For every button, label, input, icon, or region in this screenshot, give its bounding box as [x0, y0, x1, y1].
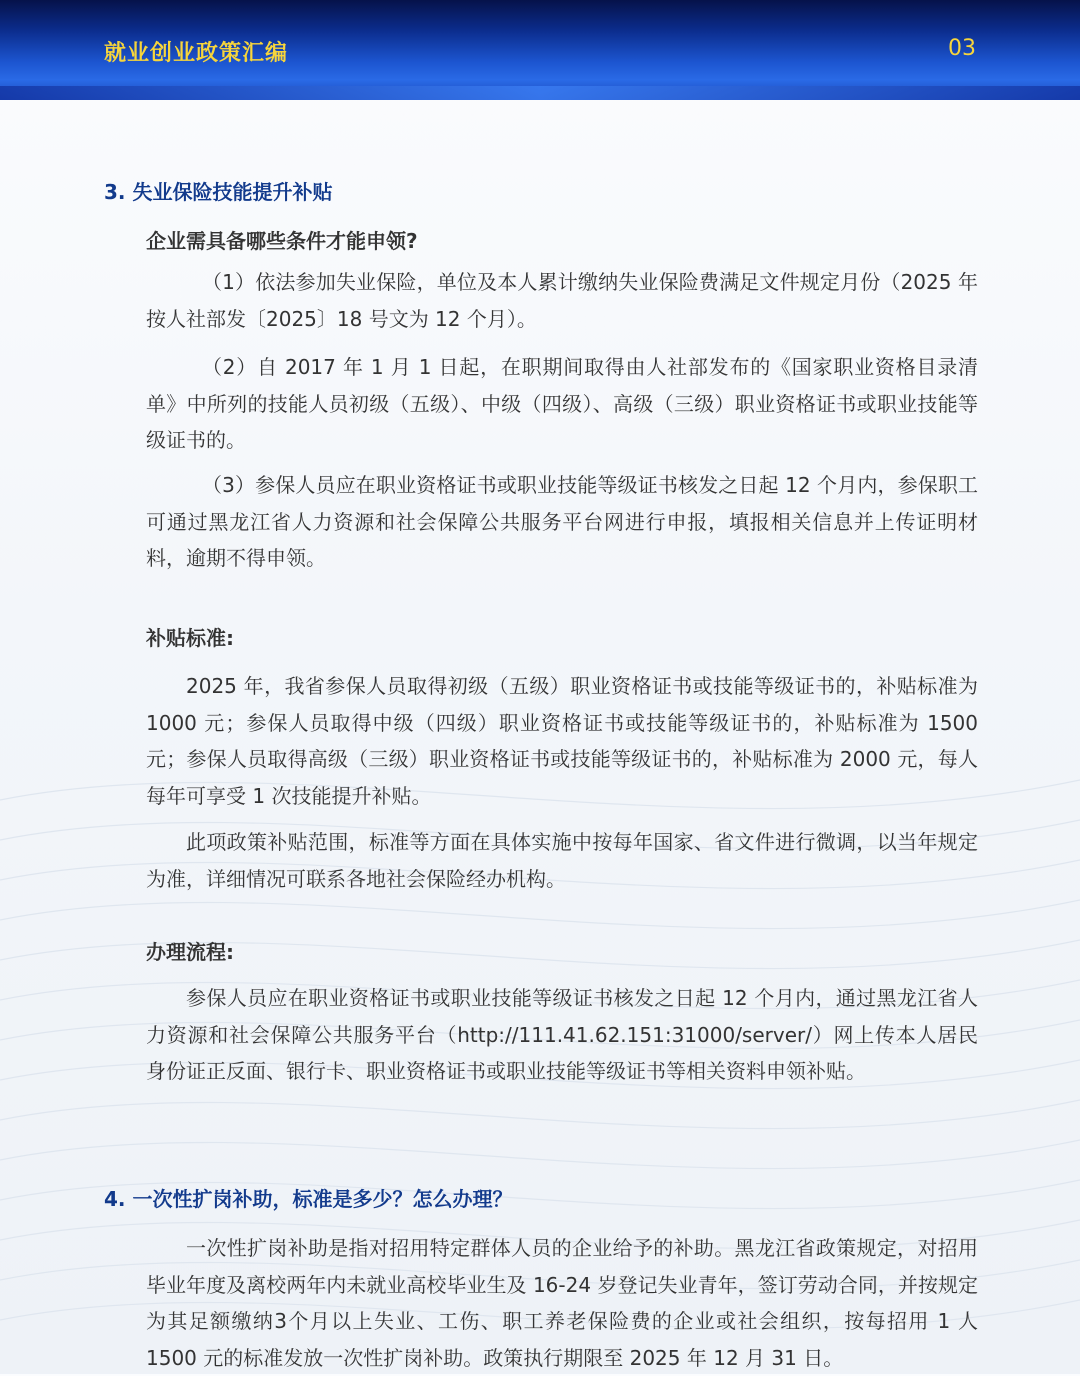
- standard-paragraph-1: 2025 年，我省参保人员取得初级（五级）职业资格证书或技能等级证书的，补贴标准为 1000 元；参保人员取得中级（四级）职业资格证书或技能等级证书的，补贴标准为 1500 元；参保人员取得高级（三级）职业资格证书或技能等级证书的，补贴标准为 2000 元，每人每年可享受 1 次技能提升补贴。: [146, 674, 978, 808]
- conditions-heading: 企业需具备哪些条件才能申领?: [146, 229, 418, 253]
- header-stripe: [0, 86, 1080, 100]
- condition-item-2: （2）自 2017 年 1 月 1 日起，在职期间取得由人社部发布的《国家职业资格目录清单》中所列的技能人员初级（五级）、中级（四级）、高级（三级）职业资格证书或职业技能等级证书的。: [146, 355, 978, 452]
- condition-item-1: （1）依法参加失业保险，单位及本人累计缴纳失业保险费满足文件规定月份（2025 年按人社部发〔2025〕18 号文为 12 个月）。: [146, 270, 978, 331]
- document-title: 就业创业政策汇编: [104, 41, 289, 66]
- page-number: 03: [948, 36, 976, 61]
- process-paragraph: 参保人员应在职业资格证书或职业技能等级证书核发之日起 12 个月内，通过黑龙江省人力资源和社会保障公共服务平台（http://111.41.62.151:31000/server/）网上传本人居民身份证正反面、银行卡、职业资格证书或职业技能等级证书等相关资料申领补贴。: [146, 986, 978, 1083]
- condition-item-3: （3）参保人员应在职业资格证书或职业技能等级证书核发之日起 12 个月内，参保职工可通过黑龙江省人力资源和社会保障公共服务平台网进行申报，填报相关信息并上传证明材料，逾期不得申领。: [146, 473, 978, 570]
- section-3-heading: 3. 失业保险技能提升补贴: [104, 180, 333, 204]
- standard-paragraph-2: 此项政策补贴范围，标准等方面在具体实施中按每年国家、省文件进行微调，以当年规定为准，详细情况可联系各地社会保险经办机构。: [146, 830, 978, 891]
- section-4-heading: 4. 一次性扩岗补助，标准是多少？怎么办理？: [104, 1187, 513, 1211]
- header-bar: [0, 0, 1080, 100]
- section-4-paragraph: 一次性扩岗补助是指对招用特定群体人员的企业给予的补助。黑龙江省政策规定，对招用毕业年度及离校两年内未就业高校毕业生及 16-24 岁登记失业青年，签订劳动合同，并按规定为其足额缴纳3个月以上失业、工伤、职工养老保险费的企业或社会组织，按每招用 1 人 1500 元的标准发放一次性扩岗补助。政策执行期限至 2025 年 12 月 31 日。: [146, 1236, 978, 1370]
- standard-heading: 补贴标准:: [146, 626, 234, 650]
- process-heading: 办理流程:: [146, 940, 234, 964]
